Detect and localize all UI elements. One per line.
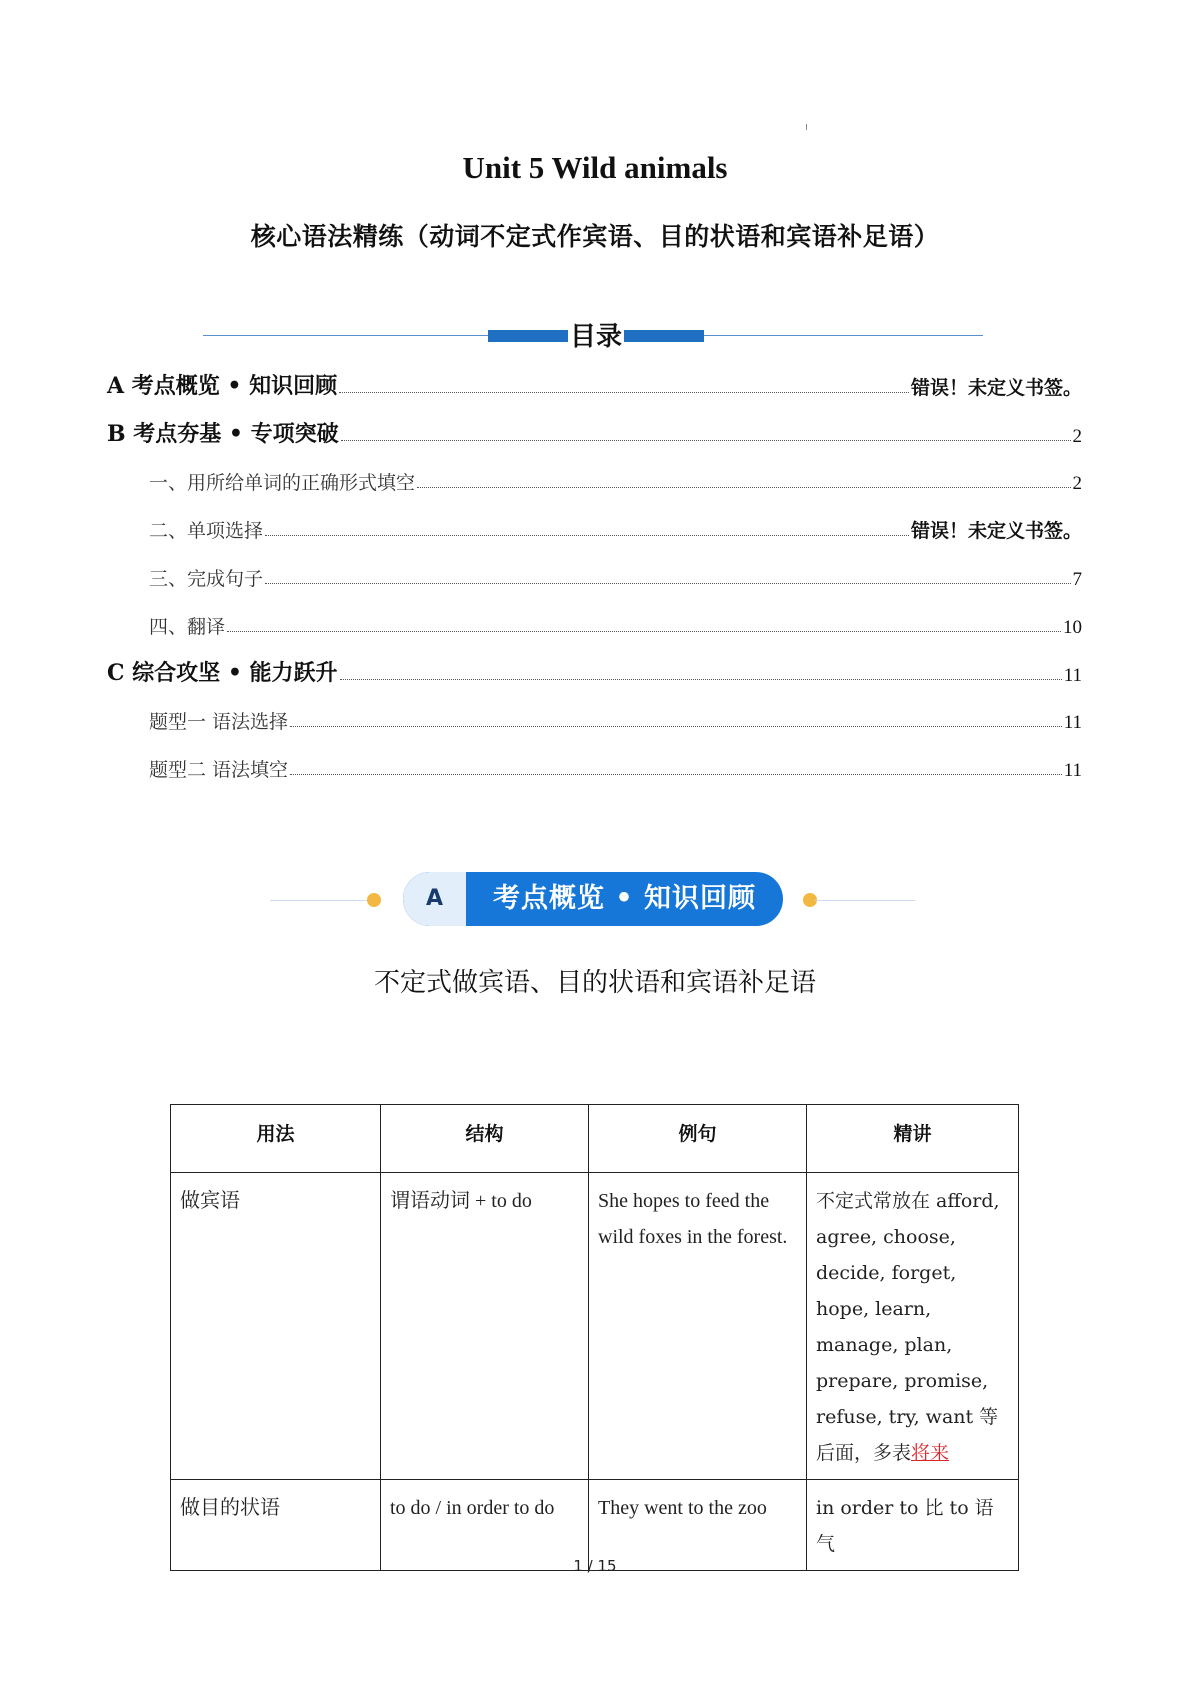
- toc-leader: [340, 679, 1062, 680]
- column-header-usage: 用法: [171, 1105, 381, 1173]
- column-header-note: 精讲: [807, 1105, 1019, 1173]
- toc-entry-label: 题型一 语法选择: [149, 711, 289, 733]
- column-header-structure: 结构: [381, 1105, 589, 1173]
- cell-usage: 做目的状语: [171, 1480, 381, 1571]
- toc-entry-label: B 考点夯基 • 专项突破: [107, 421, 339, 447]
- toc-entry[interactable]: [107, 609, 1082, 639]
- toc-entry[interactable]: [107, 561, 1082, 591]
- banner-rule-right: [815, 900, 915, 901]
- toc-leader: [290, 774, 1062, 775]
- toc-entry-page: 10: [1063, 617, 1082, 638]
- toc-leader: [265, 583, 1070, 584]
- toc-leader: [290, 726, 1062, 727]
- toc-entry-label: A 考点概览 • 知识回顾: [107, 373, 338, 399]
- document-title: Unit 5 Wild animals: [462, 150, 728, 185]
- table-header-row: [171, 1105, 1019, 1173]
- cell-note: [807, 1173, 1019, 1480]
- toc-entry-label: 四、翻译: [149, 616, 226, 638]
- toc-entry[interactable]: [107, 657, 1082, 687]
- banner-pill: [403, 872, 783, 926]
- toc-entry[interactable]: [107, 704, 1082, 734]
- column-header-example: 例句: [589, 1105, 807, 1173]
- toc-leader: [227, 631, 1061, 632]
- toc-entry[interactable]: [107, 513, 1082, 543]
- toc-rule-right: [704, 335, 983, 336]
- toc-entry-page: 11: [1063, 712, 1082, 733]
- toc-leader: [341, 440, 1071, 441]
- cell-example: They went to the zoo: [589, 1480, 807, 1571]
- toc-entry-page: 11: [1063, 665, 1082, 686]
- toc-rule-left: [203, 335, 488, 336]
- banner-label: 考点概览 • 知识回顾: [492, 883, 757, 914]
- toc-entry-page: 错误！未定义书签。: [910, 520, 1082, 542]
- cell-note-highlight: 将来: [911, 1442, 950, 1464]
- toc-entry[interactable]: [107, 418, 1082, 448]
- toc-bar-left: [488, 330, 568, 342]
- banner-letter: A: [403, 872, 466, 926]
- toc-entry-label: 一、用所给单词的正确形式填空: [149, 472, 416, 494]
- toc-entry-label: C 综合攻坚 • 能力跃升: [107, 660, 338, 686]
- cell-usage: 做宾语: [171, 1173, 381, 1480]
- grammar-table: [170, 1104, 1019, 1571]
- banner-dot-left: [367, 893, 381, 907]
- cell-note-text: in order to 比 to 语气: [816, 1497, 994, 1555]
- toc-entry-page: 错误！未定义书签。: [910, 377, 1082, 399]
- toc-entry-page: 7: [1072, 569, 1082, 590]
- toc-entry[interactable]: [107, 465, 1082, 495]
- tiny-mark: [806, 124, 807, 130]
- cell-structure: to do / in order to do: [381, 1480, 589, 1571]
- toc-title: 目录: [569, 322, 622, 352]
- toc-entry[interactable]: [107, 370, 1082, 400]
- cell-structure: 谓语动词 + to do: [381, 1173, 589, 1480]
- toc-entry-page: 2: [1072, 473, 1082, 494]
- toc-entry-page: 11: [1063, 760, 1082, 781]
- toc-bar-right: [624, 330, 704, 342]
- toc-entry-page: 2: [1072, 426, 1082, 447]
- banner-rule-left: [270, 900, 370, 901]
- toc-leader: [265, 535, 909, 536]
- cell-note-text: 不定式常放在 afford, agree, choose, decide, forget, hope, learn, manage, plan, prepare, promise, refuse, try, want 等后面，多表: [816, 1190, 1000, 1464]
- section-banner: [270, 870, 920, 930]
- cell-example: She hopes to feed the wild foxes in the forest.: [589, 1173, 807, 1480]
- toc-leader: [339, 392, 909, 393]
- table-row: [171, 1173, 1019, 1480]
- toc-leader: [417, 487, 1070, 488]
- document-subtitle: 核心语法精练（动词不定式作宾语、目的状语和宾语补足语）: [250, 222, 940, 251]
- toc-entry[interactable]: [107, 752, 1082, 782]
- section-title: 不定式做宾语、目的状语和宾语补足语: [373, 968, 816, 998]
- toc-entry-label: 二、单项选择: [149, 520, 264, 542]
- page-number: 1 / 15: [573, 1557, 617, 1575]
- toc-entry-label: 三、完成句子: [149, 568, 264, 590]
- toc-entry-label: 题型二 语法填空: [149, 759, 289, 781]
- toc-heading: [203, 316, 983, 356]
